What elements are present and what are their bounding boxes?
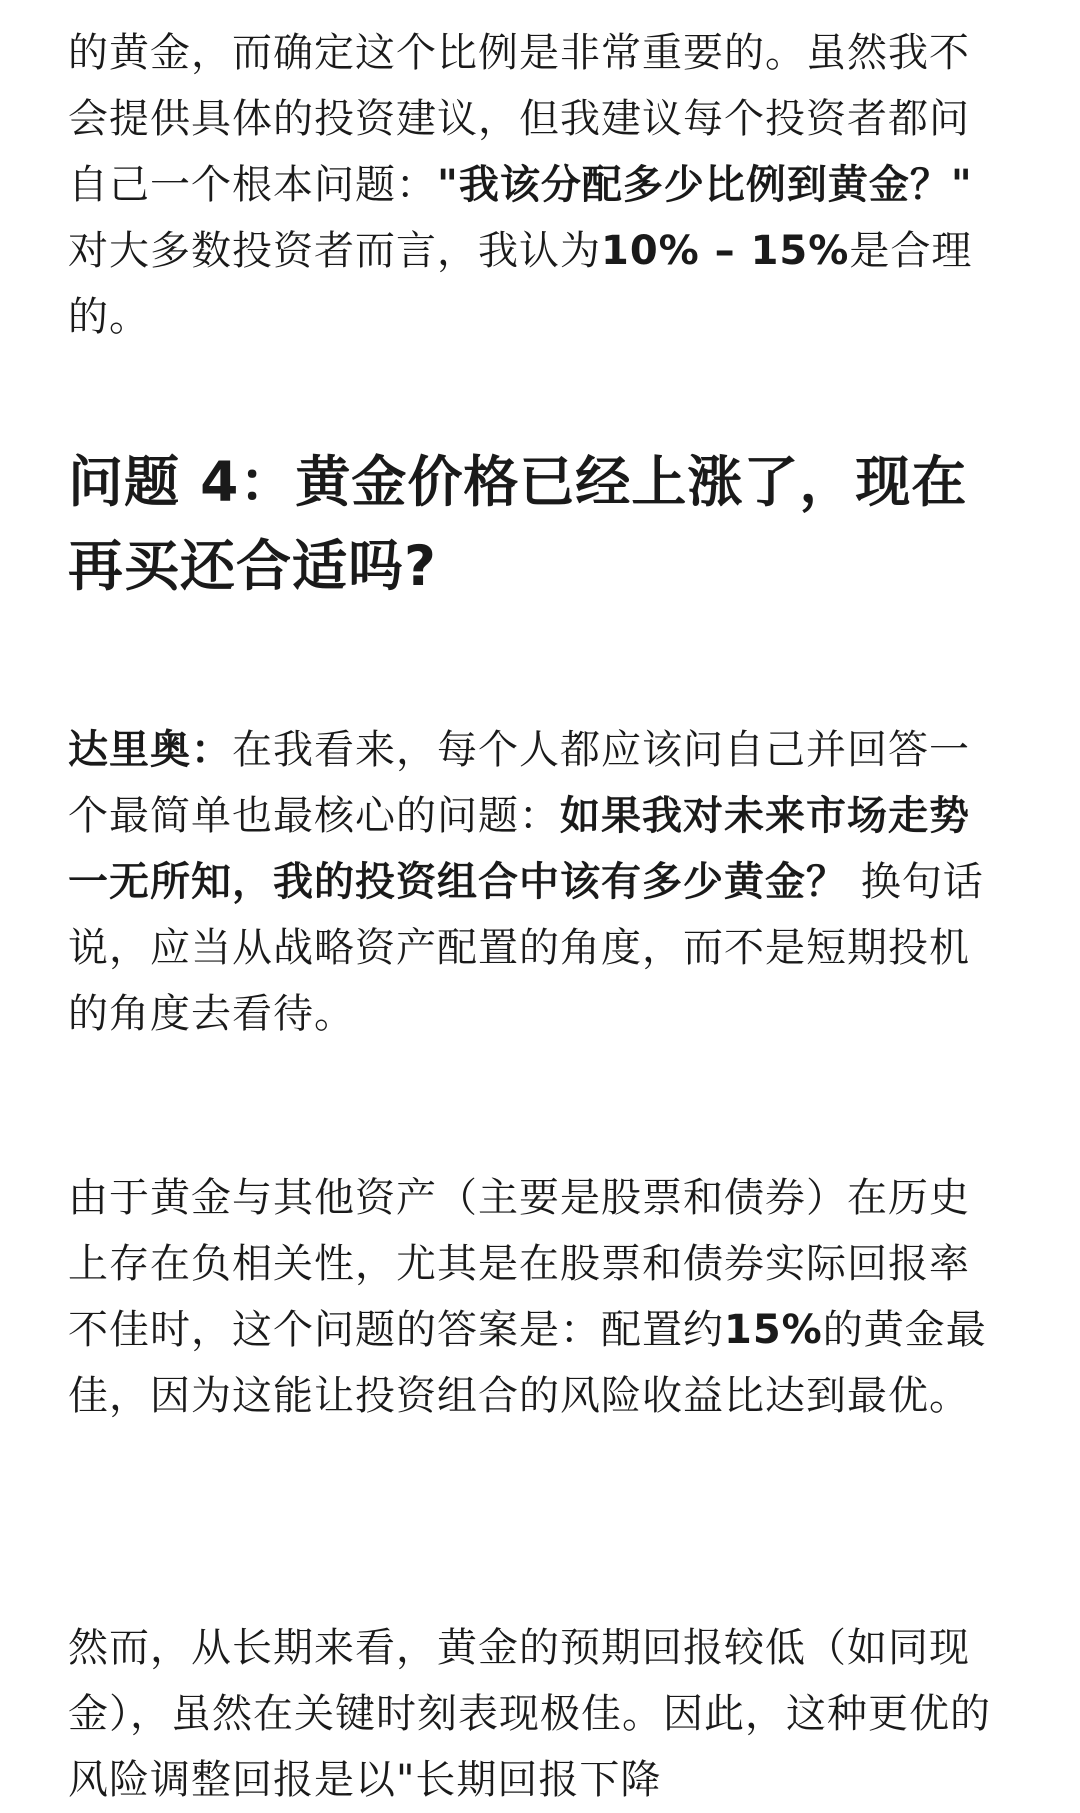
p1-bold-range: 10% – 15% (601, 228, 850, 274)
p3-text-1: 由于黄金与其他资产（主要是股票和债券）在历史上存在负相关性，尤其是在股票和债券实际回报率不佳时，这个问题的答案是：配置约 (68, 1175, 970, 1353)
paragraph-dalio-answer (68, 717, 998, 1047)
paragraph-long-term (68, 1615, 998, 1813)
section-heading: 问题 4：黄金价格已经上涨了，现在再买还合适吗? (68, 450, 968, 598)
p1-bold-question: "我该分配多少比例到黄金？" (437, 162, 973, 208)
p2-text-2: 换句话说，应当从战略资产配置的角度，而不是短期投机的角度去看待。 (68, 859, 984, 1037)
paragraph-allocation (68, 20, 998, 350)
p1-text-2: 对大多数投资者而言，我认为 (68, 228, 601, 274)
p1-text-1: 的黄金，而确定这个比例是非常重要的。虽然我不会提供具体的投资建议，但我建议每个投资者都问自己一个根本问题： (68, 30, 970, 208)
p2-text-1: 在我看来，每个人都应该问自己并回答一个最简单也最核心的问题： (68, 727, 970, 839)
p3-bold-percent: 15% (724, 1307, 823, 1353)
paragraph-correlation (68, 1165, 998, 1429)
p1-text-3: 是合理的。 (68, 228, 973, 340)
p2-bold-question: 如果我对未来市场走势一无所知，我的投资组合中该有多少黄金？ (68, 793, 970, 905)
speaker-label: 达里奥： (68, 727, 232, 773)
p4-text-1: 然而，从长期来看，黄金的预期回报较低（如同现金），虽然在关键时刻表现极佳。因此，这种更优的风险调整回报是以"长期回报下降 (68, 1625, 991, 1803)
p3-text-2: 的黄金最佳，因为这能让投资组合的风险收益比达到最优。 (68, 1307, 987, 1419)
